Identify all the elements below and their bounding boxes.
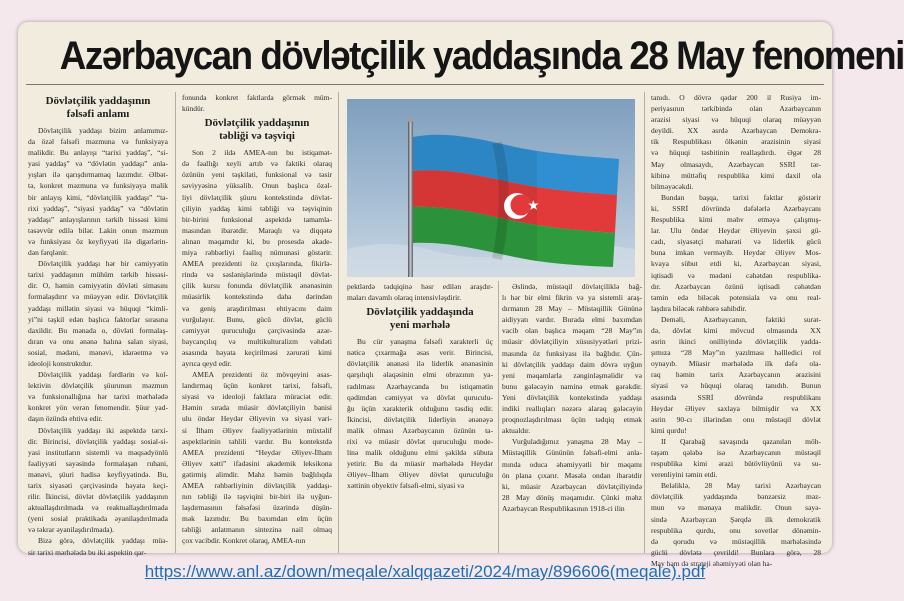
text-line: Həmin sırada müasir dövlətçiliyin banisi <box>182 403 332 413</box>
text-line: gətirmiş alimdir. Mahz həmin bağlılıqda <box>182 469 332 479</box>
text-line: dıran və onu ənənə halına salan siyasi, <box>28 336 168 346</box>
text-line: baycançılıq və multikulturalizm vəhdəti <box>182 336 332 346</box>
text-line: malik olması Azərbaycanın özünün ta- <box>347 425 493 435</box>
article-paragraph <box>502 281 642 436</box>
text-line: fəaliyyəti sayəsində formalaşan ruhani, <box>28 458 168 468</box>
text-line: də qorudu və müstəqillik mərhələsində <box>651 536 821 546</box>
text-line: əsrin ikinci onilliyində dövlətçilik yadda- <box>651 337 821 347</box>
headline-rule <box>26 84 824 85</box>
text-line: lı hər bir elmi fikrin və ya sistemli araş- <box>502 293 642 303</box>
text-line: si İlham Əliyev fəaliyyətlərinin müxtəlif <box>182 425 332 435</box>
text-line: respublika qurdu, onu sovetlər dönəmin- <box>651 525 821 535</box>
text-line: şımıza “28 May”ın yazılması həllledici rol <box>651 348 821 358</box>
text-line: Əslində, müstəqil dövlətçiliklə bağ- <box>512 282 642 291</box>
text-line: Bizə görə, dövlətçilik yaddaşı müə- <box>38 536 168 546</box>
column-divider <box>498 281 499 553</box>
column-divider <box>338 92 339 553</box>
article-paragraph <box>28 369 168 424</box>
text-line: iqtisadi və mədəni cəhətdən respublika- <box>651 270 821 280</box>
text-line: tanıdı. O dövrə qədər 200 il Rusiya im- <box>651 93 821 102</box>
text-line: Beləliklə, 28 May tarixi Azərbaycan <box>661 481 821 491</box>
text-line: raq həmin tarix Azərbaycanın ərazisini <box>651 370 821 380</box>
section-subheading <box>347 306 493 332</box>
text-line: liyi dövlətçilik şüuru kontekstində dövlət- <box>182 192 332 202</box>
subheading-line: Dövlətçilik yaddaşının <box>45 95 151 107</box>
text-line: qədimdən cəmiyyət və dövlət quruculu- <box>347 392 493 402</box>
text-line: ayrıca qeyd edir. <box>182 358 232 368</box>
text-line: laşdıra biləcək rəhbərə sahibdir. <box>651 303 747 313</box>
text-line: II Qarabağ savaşında qazanılan möh- <box>661 436 821 446</box>
text-line: laşdırmasının fəlsəfəsi üzərində düşün- <box>182 503 332 513</box>
article-paragraph <box>651 314 821 436</box>
text-line: sosial, mədəni, mənəvi, idarəetmə və <box>28 347 168 357</box>
text-line: bunu gələcəyin naminə etmək gərəkdir. <box>502 381 642 391</box>
text-line: Dövlətçilik yaddaşı hər bir cəmiyyətin <box>38 259 168 269</box>
text-line: və hüquqi təsbitinin reallaşdırdı. Əgər 28 <box>651 148 821 158</box>
text-line: özünün yeni təşkilati, funksional və təsir <box>182 170 332 180</box>
article-paragraph <box>651 192 821 314</box>
text-line: alınan məqamdır ki, bu prosesdə akade- <box>182 236 332 246</box>
text-line: malikdir. Bu anlayışı “tarixi yaddaş”, “si- <box>28 148 168 158</box>
article-column-5 <box>651 92 821 568</box>
article-column-4 <box>502 281 642 553</box>
text-line: ki dövlətçilik yaddaşı daim dövrə uyğun <box>502 359 642 369</box>
text-line: İkincisi, dövlətçilik liderliyin ənənəyə <box>347 414 493 424</box>
text-line: siyasi və ideoloji faktlara müraciət edir. <box>182 392 332 402</box>
text-line: ulu öndər Heydər Əliyevin və siyasi vari- <box>182 414 332 424</box>
text-line: Heydər Əliyev saxlaya bilmişdir və XX <box>651 403 821 413</box>
text-line: yaddaşı” anlayışlarının tərkib hissəsi kimi <box>28 214 168 224</box>
text-line: Dövlətçilik yaddaşı iki aspektdə tərxi- <box>38 425 168 435</box>
text-line: və funksiyası öz keyfiyyəti ilə digərlərin- <box>28 236 168 246</box>
text-line: kvaya sübut etdi ki, Azərbaycan siyasi, <box>651 259 821 269</box>
text-line: çox vacibdir. Konkret olaraq, AMEA-nın <box>182 536 306 546</box>
text-line: 28 May dönüş məqamıdır. Çünki məhz <box>502 492 642 502</box>
text-line: Vurğuladığımız yanaşma 28 May – <box>512 437 642 447</box>
text-line: ğu üçün xarakterik olduğunu təsdiq edir. <box>347 403 493 413</box>
text-line: Bundan başqa, tarixi faktlar göstərir <box>661 192 821 202</box>
text-line: Azərbaycan Respublikasının 1918-ci ilin <box>502 503 625 513</box>
text-line: yasi yaddaş” və “dövlətin yaddaşı” anla- <box>28 159 168 169</box>
article-column-1 <box>28 92 168 557</box>
text-line: bir anlayış kimi, “dövlətçilik yaddaşı” “ta- <box>28 192 168 202</box>
subheading-line: təbliği və təşviqi <box>219 130 295 143</box>
text-line: (yeni sosial praktikada əyanilaşdırılmada <box>28 514 168 524</box>
text-line: pektlərdə tədqiqinə həsr edilən araşdır- <box>347 282 493 291</box>
text-line: cadı, siyasətçi məharəti və liderlik gücü <box>651 237 821 247</box>
text-line: bir-birini funksional aspektdə tamamla- <box>182 214 332 224</box>
text-line: oynayıb. Müasir mərhələdə ilk dəfə ola- <box>651 359 821 369</box>
article-paragraph <box>502 436 642 514</box>
article-paragraph <box>347 281 493 303</box>
text-line: Əliyev xətti” ifadəsini akademik leksikona <box>182 458 332 468</box>
text-line: kibinə müttəfiq respublika kimi daxil ola <box>651 170 821 180</box>
azerbaijan-flag-image <box>347 99 635 277</box>
text-line: dır. Azərbaycan özünü iqtisadi cəhətdən <box>651 281 821 291</box>
text-line: təbliği anlatmanın sintezinə nail olmaq <box>182 525 332 535</box>
text-line: vacib olan başlıca məqam “28 May”ın <box>502 326 642 336</box>
text-line: ön plana çıxarır. Məsələ ondan ibarətdir <box>502 470 642 480</box>
text-line: kündür. <box>182 104 205 114</box>
text-line: mında oduca əhəmiyyətli bir məqamı <box>502 459 642 469</box>
subheading-line: Dövlətçilik yaddaşında <box>366 306 474 319</box>
text-line: masında öz funksiyası ilə bağlıdır. Çün- <box>502 348 642 358</box>
text-line: lektivin dövlətçilik şüurunun məzmun <box>28 381 168 391</box>
text-line: sir tarixi mərhələdə bu iki aspektin qar- <box>28 547 147 557</box>
text-line: yışları ilə qarışdırmamaq lazımdır. Əlbət- <box>28 170 168 180</box>
text-line: indiki reallıqları nəzərə alaraq gələcəyin <box>502 404 642 414</box>
text-line: daşın özündə ehtiva edir. <box>28 414 103 424</box>
article-column-2 <box>182 92 332 553</box>
text-line: dırmanın 28 May – Müstəqillik Gününə <box>502 304 642 314</box>
text-line: nın təbliği ilə təşviqini bir-biri ilə uyğun- <box>182 492 332 502</box>
text-line: çilik kursu fonunda dövlətçilik ənənəsinin <box>182 281 332 291</box>
text-line: əsasında SSRİ dövründə respublikanı <box>651 392 821 402</box>
text-line: bilməyəcəkdi. <box>651 181 694 191</box>
text-line: formalaşdırır və müəyyən edir. Dövlətçilik <box>28 292 168 302</box>
text-line: aspektlərinin təhlili vardır. Bu kontekstdə <box>182 436 332 446</box>
text-line: tarixi yaddaşının mühüm tərkib hissəsi- <box>28 270 168 280</box>
text-line: qarşılıqlı əlaqəsinin elmi obrazının ya- <box>347 370 493 380</box>
text-line: AMEA rəhbərliyinin dövlətçilik yaddaşı- <box>182 481 332 490</box>
article-paragraph <box>651 92 821 192</box>
text-line: proqnozlaşdırılması üçün tədqiq etmək <box>502 415 642 425</box>
text-line: Yeni dövlətçilik kontekstində yaddaşı <box>502 392 642 402</box>
article-paragraph <box>347 336 493 491</box>
text-line: yetirir. Bu da müasir mərhələdə Heydər <box>347 459 493 469</box>
text-line: dir. Birincisi, dövlətçilik yaddaşı sosial-si- <box>28 436 168 446</box>
text-line: də fəallığı xeyli artıb və faktiki olaraq <box>182 159 332 169</box>
flag-photo <box>347 99 635 277</box>
article-paragraph <box>28 425 168 536</box>
text-line: fonunda konkret faktlarda görmək müm- <box>182 93 332 102</box>
text-line: yi”ni təşkil edən başlıca faktorlar sırasına <box>28 314 168 324</box>
text-line: periyasının tərkibində olan Azərbaycanın <box>651 104 821 114</box>
text-line: aktualdır. <box>502 426 531 436</box>
text-line: maları davamlı olaraq intensivləşdirir. <box>347 293 462 303</box>
text-line: konkret yön verən fenomendir. Şüur yad- <box>28 403 168 413</box>
text-line: güclü dövlətə çevrildi! Bunlara görə, 28 <box>651 547 821 557</box>
text-line: xəttinin obyektiv fəlsəfi-elmi, siyasi və <box>347 481 465 491</box>
text-line: təşəm qələbə isə Azərbaycanın müstəqil <box>651 448 821 457</box>
text-line: vurğulayır. Bunu, gücü dövlət, güclü <box>182 314 332 324</box>
text-line: rixi yaddaş”, “siyasi yaddaş” və “dövlətin <box>28 203 168 213</box>
text-line: Bu cür yanaşma fəlsəfi xarakterli üç <box>357 337 493 347</box>
text-line: Son 2 ildə AMEA-nın bu istiqamət- <box>192 148 332 158</box>
text-line: tarix siyasəti çərçivəsində həyata keçi- <box>28 481 168 490</box>
article-paragraph <box>182 92 332 114</box>
text-line: cəmiyyət quruculuğu çərçivəsində azər- <box>182 325 332 335</box>
newspaper-clipping <box>18 22 904 568</box>
text-line: linə malik olduğunu elmi şəkildə sübuta <box>347 448 493 458</box>
text-line: masından ibarətdir. Maraqlı və diqqətə <box>182 225 332 235</box>
column-divider <box>644 92 645 553</box>
article-paragraph <box>651 480 821 569</box>
text-line: Deməli, Azərbaycanın, faktiki surət- <box>661 314 821 324</box>
text-line: müasirlik kontekstində daha dərindən <box>182 292 332 302</box>
text-line: rində və səslənişlərində müstəqil dövlət- <box>182 270 332 280</box>
text-line: tə, konkret məzmuna və funksiyaya malik <box>28 181 168 191</box>
text-line: May olmasaydı, Azərbaycan SSRİ tər- <box>651 159 821 169</box>
text-line: kimi qurdu! <box>651 425 687 435</box>
section-subheading <box>28 95 168 121</box>
text-line: da özəl fəlsəfi məzmuna və funksiyaya <box>28 137 168 147</box>
text-line: də, dövlət kimi mövcud olmasında XX <box>651 325 821 335</box>
text-line: radılması Azərbaycanda bu istiqamətin <box>347 381 493 391</box>
text-line: və funksionallığına hər tarixi mərhələdə <box>28 392 168 402</box>
text-line: sində Azərbaycan Şərqdə ilk demokratik <box>651 514 821 524</box>
text-line: Əliyev–İlham Əliyev dövlət quruculuğu <box>347 470 493 480</box>
text-line: mənəvi, şüuri hadisə keyfiyyətində. Bu, <box>28 469 168 479</box>
text-line: ki, SSRİ dövründə dəfələrlə Azərbaycanı <box>651 203 821 213</box>
source-url-link[interactable]: https://www.anl.az/down/meqale/xalqqazeti/2024/may/896606(meqale).pdf <box>144 562 706 581</box>
text-line: aidiyyatı vardır. Burada elmi baxımdan <box>502 315 642 325</box>
text-line: çiliyin yaddaş kimi təbliği və təşviqinin <box>182 203 332 213</box>
subheading-line: yeni mərhələ <box>389 319 451 332</box>
text-line: əsasında həyata keçirilməsi zərurəti kimi <box>182 347 332 357</box>
text-line: ki, müasir Azərbaycan dövlətçiliyində <box>502 481 642 491</box>
text-line: Dövlətçilik yaddaşı bizim anlamımız- <box>38 126 168 135</box>
text-line: rixi və müasir dövlət quruculuğu mode- <box>347 437 493 447</box>
text-line: May həm də strateji əhəmiyyəti olan ha- <box>651 558 773 568</box>
article-headline: Azərbaycan dövlətçilik yaddaşında 28 May fenomeni <box>59 34 904 78</box>
text-line: daxildir. Bu mənada o, dövləti formalaş- <box>28 325 168 335</box>
text-line: nəticə çıxarmağa əsas verir. Birincisi, <box>347 348 493 358</box>
text-line: buna imkan verməyib. Heydər Əliyev Mos- <box>651 248 821 258</box>
article-paragraph <box>28 535 168 557</box>
text-line: miya rəhbərliyi fəallıq nümunəsi göstərir. <box>182 248 332 258</box>
text-line: dövlətçilik ənənəsi ilə liderlik ənənəsinin <box>347 359 493 369</box>
text-line: ərazisi siyasi və hüquqi olaraq müəyyən <box>651 115 821 125</box>
text-line: AMEA prezidenti öz çıxışlarında, fikirlə- <box>182 259 332 269</box>
text-line: aktuallaşdırılmada və reaktuallaşdırılmada <box>28 503 168 513</box>
article-paragraph <box>651 436 821 480</box>
text-line: müasir dövlətçiliyin xüsusiyyətləri prizi- <box>502 337 642 347</box>
text-line: ideoloji konstruktdur. <box>28 358 93 368</box>
column-divider <box>175 92 176 553</box>
text-line: AMEA prezidenti öz mövqeyini əsas- <box>192 370 332 380</box>
subheading-line: fəlsəfi anlamı <box>66 108 130 120</box>
text-line: AMEA prezidenti “Heydər Əliyev-İlham <box>182 447 332 457</box>
article-paragraph <box>182 369 332 547</box>
article-paragraph <box>182 147 332 369</box>
text-line: mun və mənaya malikdir. Onun sayə- <box>651 503 821 513</box>
text-line: yasi institutların sistemli və məqsədyönlü <box>28 447 168 457</box>
text-line: əsrin 90-cı illərindən onu müstəqil dövlət <box>651 414 821 424</box>
text-line: siyasi və hüquqi olaraq tanıdıb. Bunun <box>651 381 821 391</box>
text-line: Respublika kimi məhv etməyə çalışmış- <box>651 215 821 225</box>
section-subheading <box>182 117 332 143</box>
text-line: dövlətçilik yaddaşında bənzərsiz məz- <box>651 492 821 502</box>
text-line: respublika kimi ərazi bütövlüyünü və su- <box>651 459 821 469</box>
text-line: mək lazımdır. Bu baxımdan elm üçün <box>182 514 332 524</box>
text-line: təmin edə biləcək potensiala və onu real- <box>651 292 821 302</box>
article-paragraph <box>28 258 168 369</box>
text-line: landırmaq üçün konkret tarixi, fəlsəfi, <box>182 381 332 391</box>
text-line: və təkrar əyanilaşdırılmada). <box>28 525 115 535</box>
article-column-3 <box>347 281 493 553</box>
text-line: Müstəqillik Gününün fəlsəfi-elmi anla- <box>502 448 642 458</box>
subheading-line: Dövlətçilik yaddaşının <box>204 117 310 130</box>
text-line: tik Respublikası ölkənin ərazisinin siyasi <box>651 137 821 147</box>
text-line: yaddaşı millətin siyasi və hüquqi “kimli- <box>28 303 168 313</box>
text-line: rilir. İkincisi, dövlət dövlətçilik yaddaşının <box>28 492 168 502</box>
text-line: yeni məqamlarla zənginləşməlidir və <box>502 370 642 380</box>
text-line: dən fərqlənir. <box>28 248 68 258</box>
text-line: və geniş araşdırılması ehtiyacını daim <box>182 303 332 313</box>
text-line: dir. O, həmin cəmiyyətin dövləti simasını <box>28 281 168 291</box>
text-line: lar. Ulu öndər Heydər Əliyevin şəxsi gü- <box>651 226 821 236</box>
text-line: Dövlətçilik yaddaşı fərdlərin və kol- <box>38 370 168 380</box>
article-paragraph <box>28 125 168 258</box>
text-line: təsəvvür edilə bilər. Lakin onun məzmun <box>28 225 168 235</box>
text-line: verenliyini təmin etdi. <box>651 470 718 480</box>
text-line: deyildi. XX əsrdə Azərbaycan Demokra- <box>651 126 821 136</box>
text-line: səviyyəsinə yüksəlib. Onun başlıca özəl- <box>182 181 332 191</box>
